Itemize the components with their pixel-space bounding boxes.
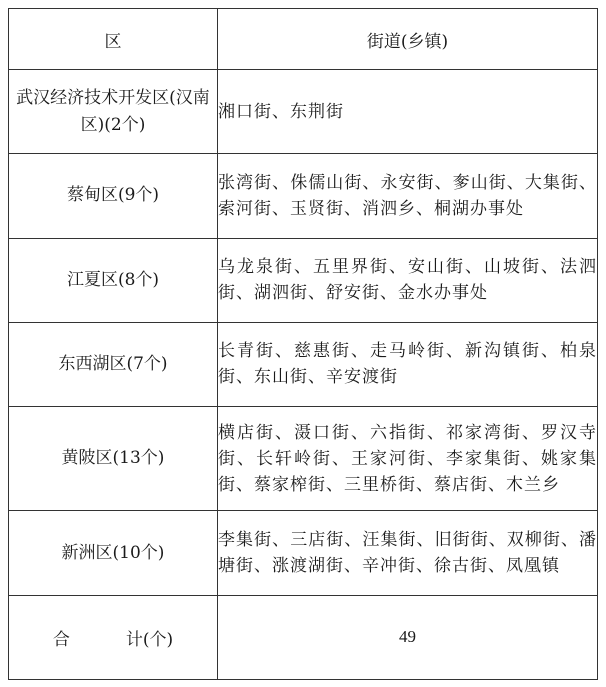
district-name-cell: 东西湖区(7个) <box>9 322 218 406</box>
table-row <box>9 70 598 154</box>
table-row <box>9 238 598 322</box>
district-streets-table <box>8 8 598 680</box>
total-label-cell <box>9 595 218 679</box>
district-name-cell: 武汉经济技术开发区(汉南区)(2个) <box>9 70 218 154</box>
total-value-cell: 49 <box>218 595 598 679</box>
street-list-cell: 乌龙泉街、五里界街、安山街、山坡街、法泗街、湖泗街、舒安街、金水办事处 <box>218 238 598 322</box>
district-name-cell: 黄陂区(13个) <box>9 407 218 511</box>
total-label-left: 合 <box>52 629 70 650</box>
header-district: 区 <box>9 9 218 70</box>
district-name-cell: 新洲区(10个) <box>9 511 218 595</box>
street-list-cell: 横店街、滠口街、六指街、祁家湾街、罗汉寺街、长轩岭街、王家河街、李家集街、姚家集街、蔡家榨街、三里桥街、蔡店街、木兰乡 <box>218 407 598 511</box>
total-row <box>9 595 598 679</box>
table-row <box>9 511 598 595</box>
table-header-row <box>9 9 598 70</box>
street-list-cell: 张湾街、侏儒山街、永安街、奓山街、大集街、索河街、玉贤街、消泗乡、桐湖办事处 <box>218 154 598 238</box>
table-row <box>9 322 598 406</box>
header-streets: 街道(乡镇) <box>218 9 598 70</box>
street-list-cell: 李集街、三店街、汪集街、旧街街、双柳街、潘塘街、涨渡湖街、辛冲街、徐古街、凤凰镇 <box>218 511 598 595</box>
table-row <box>9 154 598 238</box>
district-name-cell: 江夏区(8个) <box>9 238 218 322</box>
district-name-cell: 蔡甸区(9个) <box>9 154 218 238</box>
total-label-right: 计(个) <box>125 629 174 650</box>
street-list-cell: 湘口街、东荆街 <box>218 70 598 154</box>
table-row <box>9 407 598 511</box>
street-list-cell: 长青街、慈惠街、走马岭街、新沟镇街、柏泉街、东山街、辛安渡街 <box>218 322 598 406</box>
